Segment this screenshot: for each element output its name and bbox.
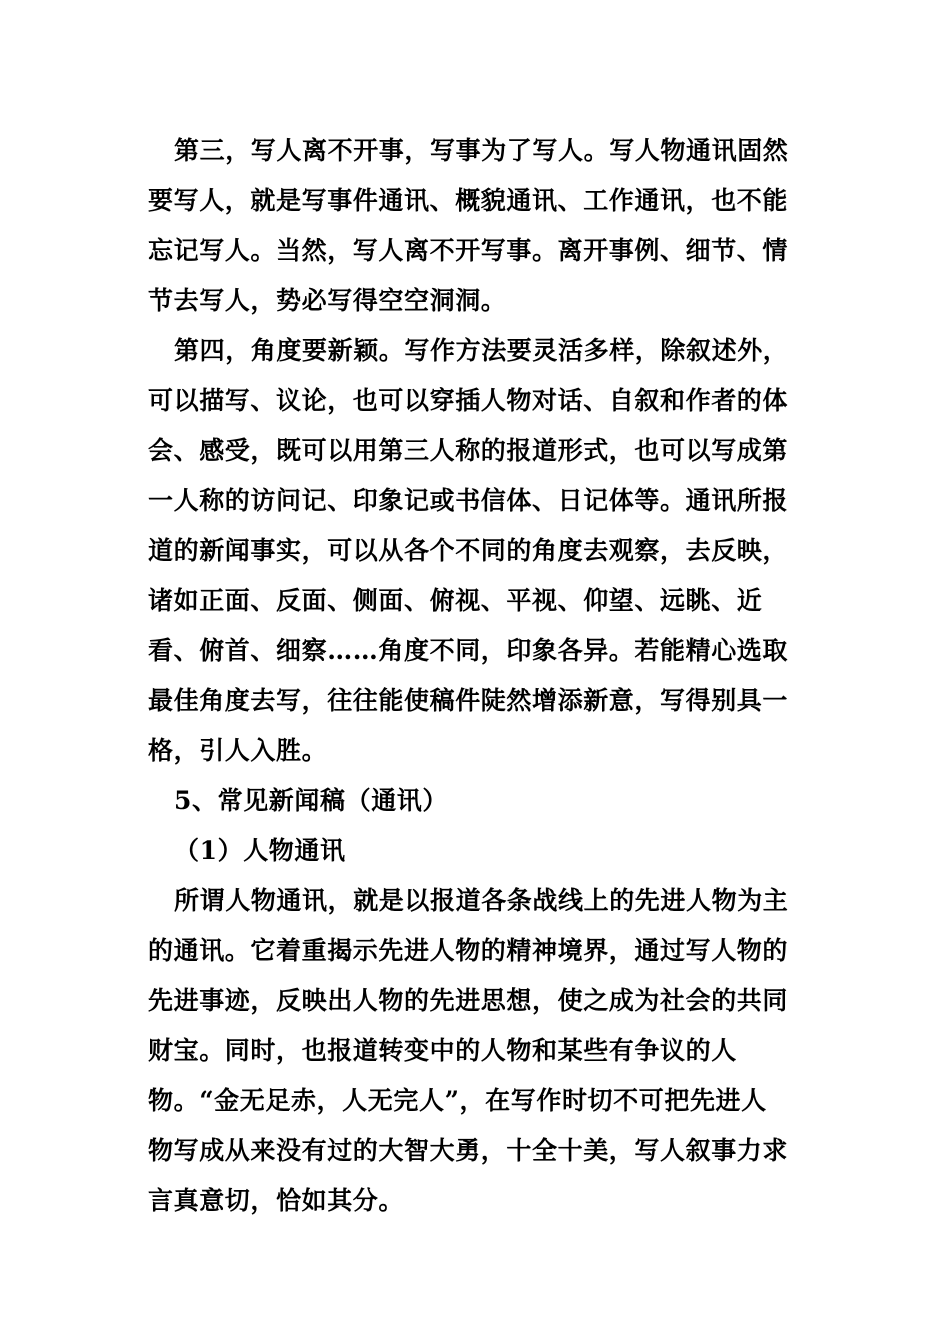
paragraph-line: 一人称的访问记、印象记或书信体、日记体等。通讯所报	[148, 486, 789, 515]
document-body	[148, 126, 793, 1226]
paragraph-line: 可以描写、议论，也可以穿插人物对话、自叙和作者的体	[148, 386, 789, 415]
paragraph-line: 看、俯首、细察……角度不同，印象各异。若能精心选取	[148, 636, 789, 665]
paragraph-line: 所谓人物通讯，就是以报道各条战线上的先进人物为主	[174, 886, 789, 915]
paragraph-line: 格，引人入胜。	[148, 736, 328, 765]
paragraph-line: 第三，写人离不开事，写事为了写人。写人物通讯固然	[174, 136, 789, 165]
subsection-heading: （1）人物通讯	[174, 836, 346, 865]
paragraph-line: 言真意切，恰如其分。	[148, 1186, 405, 1215]
paragraph-line: 先进事迹，反映出人物的先进思想，使之成为社会的共同	[148, 986, 789, 1015]
paragraph-line: 忘记写人。当然，写人离不开写事。离开事例、细节、情	[148, 236, 789, 265]
paragraph-line: 物写成从来没有过的大智大勇，十全十美，写人叙事力求	[148, 1136, 789, 1165]
paragraph-line: 的通讯。它着重揭示先进人物的精神境界，通过写人物的	[148, 936, 789, 965]
paragraph-line: 节去写人，势必写得空空洞洞。	[148, 286, 507, 315]
paragraph-line: 道的新闻事实，可以从各个不同的角度去观察，去反映，	[148, 536, 789, 565]
paragraph-line: 物。“金无足赤，人无完人”，在写作时切不可把先进人	[148, 1086, 767, 1115]
paragraph-line: 财宝。同时，也报道转变中的人物和某些有争议的人	[148, 1036, 737, 1065]
paragraph-line: 会、感受，既可以用第三人称的报道形式，也可以写成第	[148, 436, 789, 465]
paragraph-line: 最佳角度去写，往往能使稿件陡然增添新意，写得别具一	[148, 686, 789, 715]
section-heading: 5、常见新闻稿（通讯）	[174, 786, 448, 815]
paragraph-line: 要写人，就是写事件通讯、概貌通讯、工作通讯，也不能	[148, 186, 789, 215]
paragraph-line: 第四，角度要新颖。写作方法要灵活多样，除叙述外，	[174, 336, 789, 365]
paragraph-line: 诸如正面、反面、侧面、俯视、平视、仰望、远眺、近	[148, 586, 763, 615]
